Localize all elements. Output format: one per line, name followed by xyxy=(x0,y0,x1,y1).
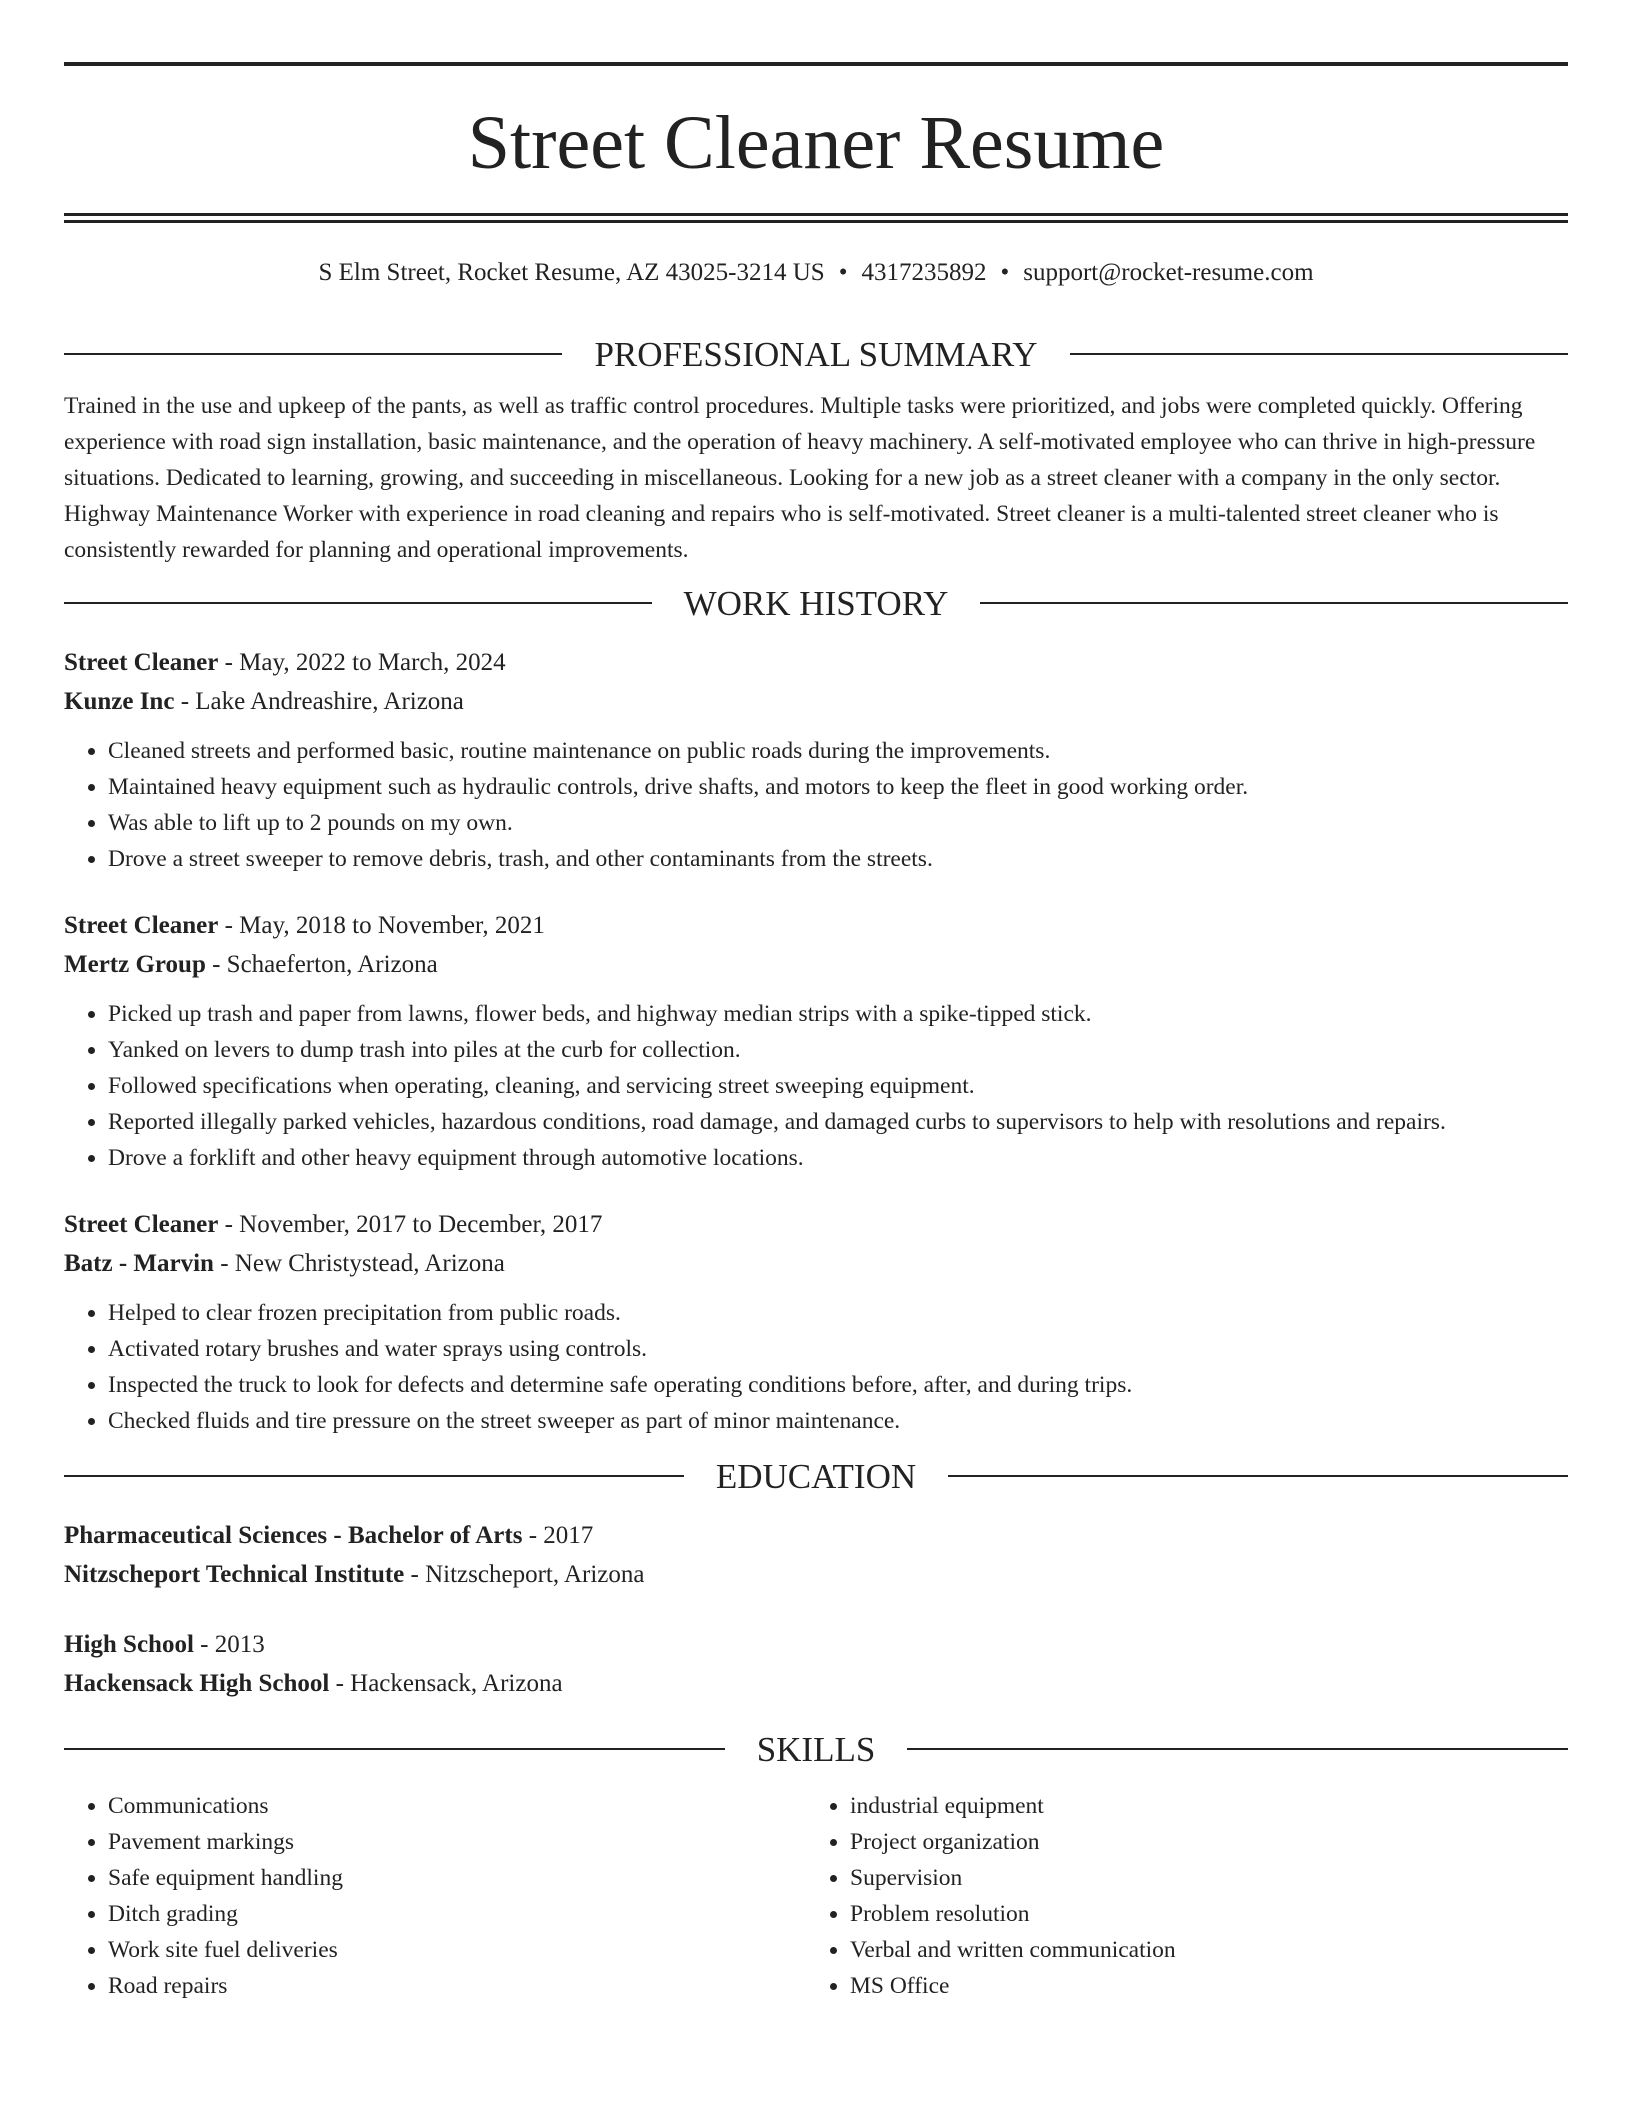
degree-line xyxy=(64,1626,1568,1665)
skill-item: • Supervision xyxy=(850,1860,1548,1896)
education-entry xyxy=(64,1517,1568,1594)
work-entry xyxy=(64,907,1568,1176)
contact-separator: • xyxy=(838,259,848,286)
job-title-line xyxy=(64,644,1568,683)
job-dates: - May, 2018 to November, 2021 xyxy=(218,912,545,939)
heading-rule xyxy=(948,1475,1568,1477)
job-dates: - November, 2017 to December, 2017 xyxy=(218,1211,603,1238)
job-bullet: • Followed specifications when operating, cleaning, and servicing street sweeping equipment. xyxy=(108,1068,1568,1104)
job-bullet: • Yanked on levers to dump trash into piles at the curb for collection. xyxy=(108,1032,1568,1068)
school-line xyxy=(64,1665,1568,1704)
job-bullet: • Drove a street sweeper to remove debris, trash, and other contaminants from the streets. xyxy=(108,841,1568,877)
skill-item: • Verbal and written communication xyxy=(850,1932,1548,1968)
degree-year: - 2017 xyxy=(522,1522,594,1549)
school-location: - Hackensack, Arizona xyxy=(329,1669,563,1697)
job-company-line xyxy=(64,1245,1568,1284)
school-line xyxy=(64,1556,1568,1595)
skill-item: • Pavement markings xyxy=(108,1824,806,1860)
work-entry xyxy=(64,644,1568,877)
skills-right-column xyxy=(806,1788,1548,2004)
summary-text: Trained in the use and upkeep of the pants, as well as traffic control procedures. Multiple tasks were prioritized, and jobs were completed quickly. Offering experience with road sign installation, basic maintenance, and the operation of heavy machinery. A self-motivated employee who can thrive in high-pressure situations. Dedicated to learning, growing, and succeeding in miscellaneous. Looking for a new job as a street cleaner with a company in the only sector. Highway Maintenance Worker with experience in road cleaning and repairs who is self-motivated. Street cleaner is a multi-talented street cleaner who is consistently rewarded for planning and operational improvements. xyxy=(64,393,1536,563)
contact-email: support@rocket-resume.com xyxy=(1023,259,1314,286)
skill-item: • MS Office xyxy=(850,1968,1548,2004)
skills-columns xyxy=(64,1788,1568,2004)
work-entry xyxy=(64,1206,1568,1439)
contact-phone: 4317235892 xyxy=(861,259,987,286)
degree-line xyxy=(64,1517,1568,1556)
skill-item: • Communications xyxy=(108,1788,806,1824)
degree-year: - 2013 xyxy=(193,1631,265,1658)
skill-item: • Project organization xyxy=(850,1824,1548,1860)
job-bullet: • Inspected the truck to look for defects and determine safe operating conditions before, after, and during trips. xyxy=(108,1367,1568,1403)
skill-item: • Problem resolution xyxy=(850,1896,1548,1932)
school: Hackensack High School xyxy=(64,1669,330,1697)
job-company-line xyxy=(64,683,1568,722)
job-title-line xyxy=(64,907,1568,946)
school: Nitzscheport Technical Institute xyxy=(64,1560,405,1588)
job-location: - New Christystead, Arizona xyxy=(213,1249,505,1277)
heading-rule xyxy=(64,1748,725,1750)
skill-item: • Work site fuel deliveries xyxy=(108,1932,806,1968)
skills-heading-label: SKILLS xyxy=(756,1729,876,1769)
job-bullet: • Activated rotary brushes and water sprays using controls. xyxy=(108,1331,1568,1367)
job-title-line xyxy=(64,1206,1568,1245)
job-location: - Lake Andreashire, Arizona xyxy=(174,687,464,715)
job-bullets xyxy=(64,733,1568,877)
job-bullet: • Cleaned streets and performed basic, routine maintenance on public roads during the improvements. xyxy=(108,733,1568,769)
job-dates: - May, 2022 to March, 2024 xyxy=(218,649,506,676)
heading-rule xyxy=(64,602,652,604)
job-bullet: • Drove a forklift and other heavy equipment through automotive locations. xyxy=(108,1140,1568,1176)
school-location: - Nitzscheport, Arizona xyxy=(404,1560,645,1588)
top-rule xyxy=(64,62,1568,66)
job-bullet: • Picked up trash and paper from lawns, flower beds, and highway median strips with a spike-tipped stick. xyxy=(108,996,1568,1032)
work-heading xyxy=(64,582,1568,624)
job-bullets xyxy=(64,996,1568,1176)
job-bullet: • Maintained heavy equipment such as hydraulic controls, drive shafts, and motors to keep the fleet in good working order. xyxy=(108,769,1568,805)
skills-left-column xyxy=(64,1788,806,2004)
education-entry xyxy=(64,1626,1568,1703)
job-bullet: • Was able to lift up to 2 pounds on my own. xyxy=(108,805,1568,841)
education-heading-label: EDUCATION xyxy=(715,1456,917,1496)
job-company-line xyxy=(64,946,1568,985)
job-location: - Schaeferton, Arizona xyxy=(205,950,438,978)
heading-rule xyxy=(64,1475,684,1477)
work-heading-label: WORK HISTORY xyxy=(683,583,949,623)
job-title: Street Cleaner xyxy=(64,1211,219,1238)
education-heading xyxy=(64,1455,1568,1497)
contact-separator: • xyxy=(1000,259,1010,286)
job-title: Street Cleaner xyxy=(64,912,219,939)
job-company: Mertz Group xyxy=(64,950,206,978)
job-bullet: • Helped to clear frozen precipitation from public roads. xyxy=(108,1295,1568,1331)
heading-rule xyxy=(980,602,1568,604)
page-title: Street Cleaner Resume xyxy=(467,101,1165,185)
double-rule xyxy=(64,213,1568,223)
contact-line xyxy=(64,258,1568,288)
summary-heading-label: PROFESSIONAL SUMMARY xyxy=(594,334,1038,374)
skills-heading xyxy=(64,1728,1568,1770)
job-title: Street Cleaner xyxy=(64,649,219,676)
heading-rule xyxy=(64,353,562,355)
job-company: Kunze Inc xyxy=(64,687,175,715)
job-bullet: • Checked fluids and tire pressure on the street sweeper as part of minor maintenance. xyxy=(108,1403,1568,1439)
skill-item: • Road repairs xyxy=(108,1968,806,2004)
job-bullets xyxy=(64,1295,1568,1439)
skill-item: • industrial equipment xyxy=(850,1788,1548,1824)
skill-item: • Safe equipment handling xyxy=(108,1860,806,1896)
degree: High School xyxy=(64,1631,194,1658)
job-bullet: • Reported illegally parked vehicles, hazardous conditions, road damage, and damaged curbs to supervisors to help with resolutions and repairs. xyxy=(108,1104,1568,1140)
skill-item: • Ditch grading xyxy=(108,1896,806,1932)
job-company: Batz - Marvin xyxy=(64,1249,214,1277)
heading-rule xyxy=(1070,353,1568,355)
heading-rule xyxy=(907,1748,1568,1750)
contact-address: S Elm Street, Rocket Resume, AZ 43025-3214 US xyxy=(318,259,825,286)
degree: Pharmaceutical Sciences - Bachelor of Arts xyxy=(64,1522,523,1549)
summary-heading xyxy=(64,333,1568,375)
